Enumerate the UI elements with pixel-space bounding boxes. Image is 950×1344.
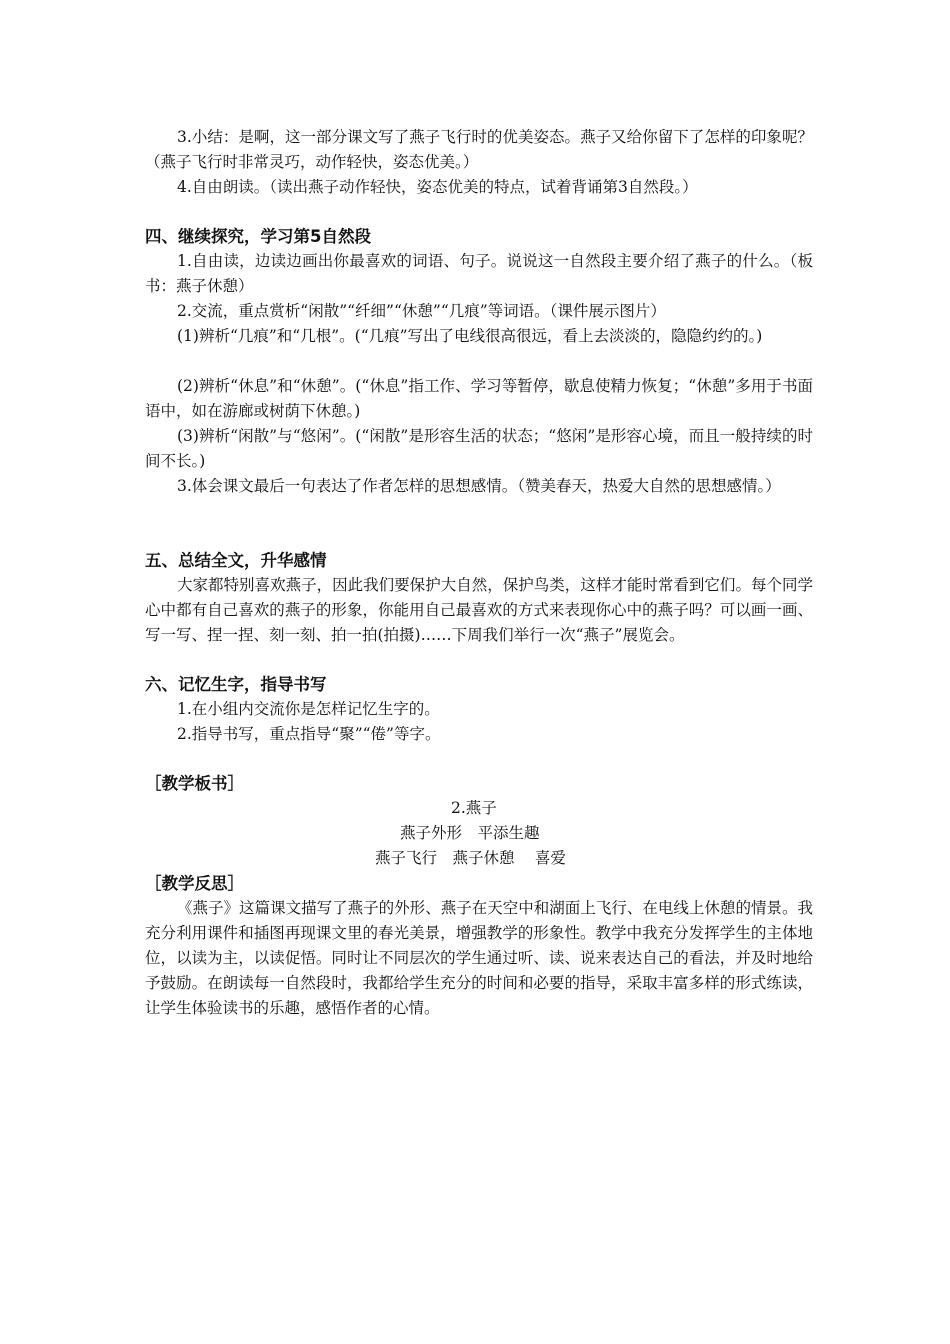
board-heading: ［教学板书］: [145, 774, 244, 793]
s4-step3-paragraph: 3.体会课文最后一句表达了作者怎样的思想感情。（赞美春天，热爱大自然的思想感情。）: [177, 477, 781, 495]
s4-analysis-3: (3)辨析“闲散”与“悠闲”。(“闲散”是形容生活的状态；“悠闲”是形容心境，而且一般持续的时间不长。): [145, 427, 813, 470]
free-reading-paragraph: 4.自由朗读。（读出燕子动作轻快，姿态优美的特点，试着背诵第3自然段。）: [177, 178, 698, 196]
board-line-1: 燕子外形 平添生趣: [400, 824, 540, 842]
s6-step1-paragraph: 1.在小组内交流你是怎样记忆生字的。: [177, 700, 440, 718]
reflection-heading: ［教学反思］: [145, 874, 244, 893]
reflection-paragraph: 《燕子》这篇课文描写了燕子的外形、燕子在天空中和湖面上飞行、在电线上休憩的情景。我充分利用课件和插图再现课文里的春光美景，增强教学的形象性。教学中我充分发挥学生的主体地位，以读为主，以读促悟。同时让不同层次的学生通过听、读、说来表达自己的看法，并及时地给予鼓励。在朗读每一自然段时，我都给学生充分的时间和必要的指导，采取丰富多样的形式练读，让学生体验读书的乐趣，感悟作者的心情。: [145, 899, 813, 1017]
section-five-heading: 五、总结全文，升华感情: [145, 551, 327, 570]
board-title: 2.燕子: [451, 799, 497, 817]
summary-paragraph: 3.小结：是啊，这一部分课文写了燕子飞行时的优美姿态。燕子又给你留下了怎样的印象呢？（燕子飞行时非常灵巧，动作轻快，姿态优美。）: [145, 128, 813, 171]
section-four-heading: 四、继续探究，学习第5自然段: [145, 227, 371, 246]
s4-analysis-2: (2)辨析“休息”和“休憩”。(“休息”指工作、学习等暂停，歇息使精力恢复；“休憩”多用于书面语中，如在游廊或树荫下休憩。): [145, 377, 813, 420]
s5-paragraph: 大家都特别喜欢燕子，因此我们要保护大自然，保护鸟类，这样才能时常看到它们。每个同学心中都有自己喜欢的燕子的形象，你能用自己最喜欢的方式来表现你心中的燕子吗？可以画一画、写一写、捏一捏、刻一刻、拍一拍(拍摄)……下周我们举行一次“燕子”展览会。: [145, 576, 813, 644]
board-line-2: 燕子飞行 燕子休憩 喜爱: [375, 849, 566, 867]
s6-step2-paragraph: 2.指导书写，重点指导“聚”“倦”等字。: [177, 725, 441, 743]
s4-step2-paragraph: 2.交流，重点赏析“闲散”“纤细”“休憩”“几痕”等词语。（课件展示图片）: [177, 302, 666, 320]
section-six-heading: 六、记忆生字，指导书写: [145, 675, 327, 694]
s4-analysis-1: (1)辨析“几痕”和“几根”。(“几痕”写出了电线很高很远，看上去淡淡的，隐隐约约的。): [177, 327, 763, 345]
s4-step1-paragraph: 1.自由读，边读边画出你最喜欢的词语、句子。说说这一自然段主要介绍了燕子的什么。（板书：燕子休憩）: [145, 252, 813, 295]
